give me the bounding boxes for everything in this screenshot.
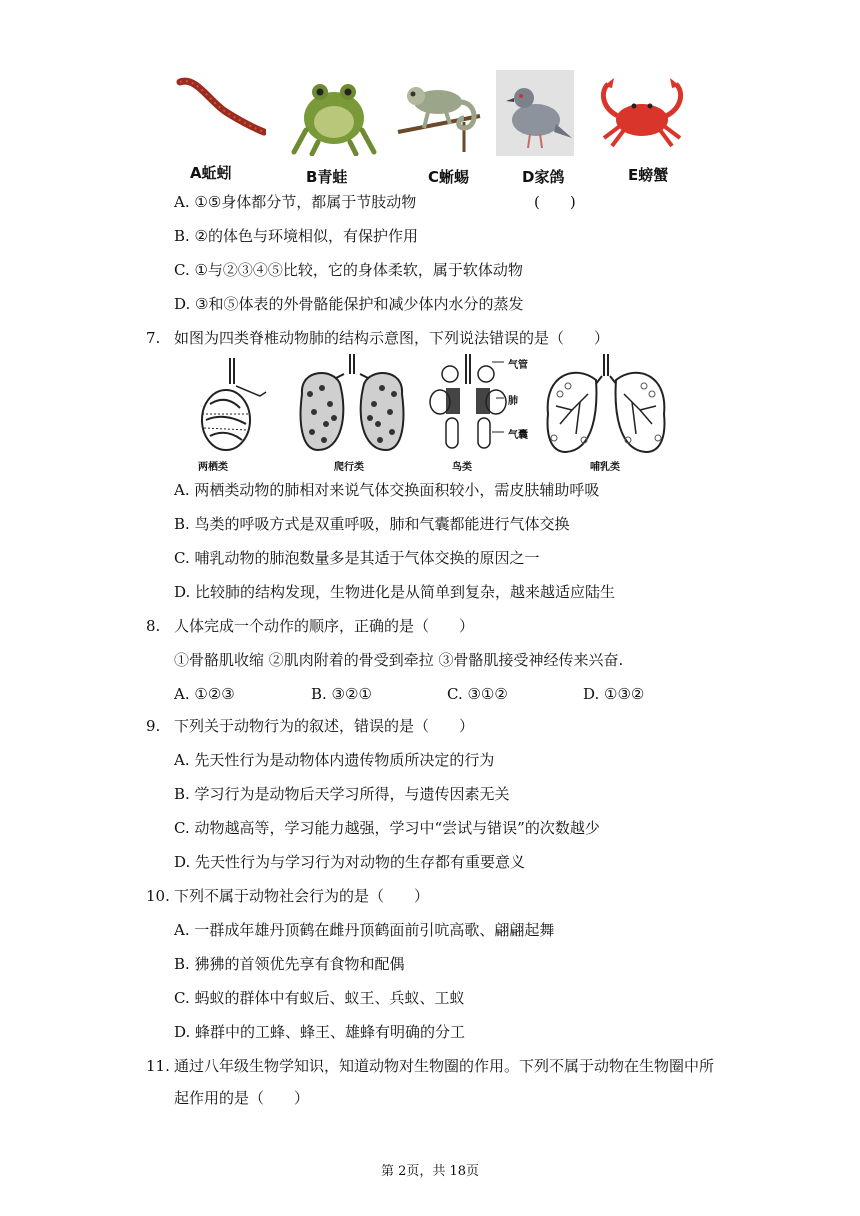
q6-option-b: B. ②的体色与环境相似，有保护作用: [174, 227, 419, 245]
q10-option-b: B. 狒狒的首领优先享有食物和配偶: [174, 955, 405, 973]
question-number: 8.: [146, 617, 161, 635]
label-reptile: 爬行类: [334, 462, 364, 473]
q8-option-b: B. ③②①: [311, 685, 372, 703]
reptile-lung-icon: [294, 354, 410, 456]
q10-option-c: C. 蚂蚁的群体中有蚁后、蚁王、兵蚁、工蚁: [174, 989, 465, 1007]
question-number: 7.: [146, 329, 161, 347]
mammal-lung-icon: [536, 354, 676, 456]
caption-pigeon: D家鸽: [522, 168, 565, 186]
label-amphibian: 两栖类: [198, 462, 228, 473]
caption-earthworm: A蚯蚓: [190, 164, 232, 182]
question-stem-continued: 起作用的是（ ）: [174, 1089, 310, 1107]
q9-option-a: A. 先天性行为是动物体内遗传物质所决定的行为: [174, 751, 495, 769]
question-stem: 通过八年级生物学知识，知道动物对生物圈的作用。下列不属于动物在生物圈中所: [174, 1057, 715, 1075]
question-stem: 下列关于动物行为的叙述，错误的是（ ）: [174, 717, 475, 735]
question-stem: 人体完成一个动作的顺序，正确的是（ ）: [174, 617, 475, 635]
question-stem: 下列不属于动物社会行为的是（ ）: [174, 887, 430, 905]
q7-option-c: C. 哺乳动物的肺泡数量多是其适于气体交换的原因之一: [174, 549, 540, 567]
question-number: 10.: [146, 887, 170, 905]
q10-option-d: D. 蜂群中的工蜂、蜂王、雄蜂有明确的分工: [174, 1023, 466, 1041]
label-mammal: 哺乳类: [590, 462, 620, 473]
q9-option-d: D. 先天性行为与学习行为对动物的生存都有重要意义: [174, 853, 526, 871]
label-bird: 鸟类: [452, 462, 472, 473]
page-footer: 第 2页，共 18页: [380, 1164, 480, 1179]
caption-frog: B青蛙: [306, 168, 348, 186]
q8-option-a: A. ①②③: [174, 685, 235, 703]
q8-option-c: C. ③①②: [447, 685, 508, 703]
question-sub-statement: ①骨骼肌收缩 ②肌肉附着的骨受到牵拉 ③骨骼肌接受神经传来兴奋.: [174, 651, 624, 669]
caption-crab: E螃蟹: [628, 166, 669, 184]
frog-image: [288, 70, 380, 156]
question-number: 11.: [146, 1057, 170, 1075]
label-trachea: 气管: [508, 360, 528, 371]
q7-option-b: B. 鸟类的呼吸方式是双重呼吸，肺和气囊都能进行气体交换: [174, 515, 570, 533]
question-number: 9.: [146, 717, 161, 735]
q9-option-b: B. 学习行为是动物后天学习所得，与遗传因素无关: [174, 785, 510, 803]
amphibian-lung-icon: [190, 354, 270, 456]
q8-option-d: D. ①③②: [583, 685, 645, 703]
q7-option-a: A. 两栖类动物的肺相对来说气体交换面积较小，需皮肤辅助呼吸: [174, 481, 600, 499]
lung-figure: [190, 354, 676, 472]
q10-option-a: A. 一群成年雄丹顶鹤在雌丹顶鹤面前引吭高歌、翩翩起舞: [174, 921, 555, 939]
q7-option-d: D. 比较肺的结构发现，生物进化是从简单到复杂，越来越适应陆生: [174, 583, 616, 601]
answer-blank: ( ): [534, 193, 576, 211]
lizard-image: [394, 72, 484, 156]
pigeon-image: [496, 70, 574, 156]
q6-option-c: C. ①与②③④⑤比较，它的身体柔软，属于软体动物: [174, 261, 523, 279]
label-air-sac: 气囊: [508, 430, 528, 441]
crab-image: [594, 72, 690, 152]
earthworm-image: [176, 72, 266, 142]
animal-figure: [170, 66, 700, 190]
q6-option-d: D. ③和⑤体表的外骨骼能保护和减少体内水分的蒸发: [174, 295, 524, 313]
caption-lizard: C蜥蜴: [428, 168, 470, 186]
q6-option-a: A. ①⑤身体都分节，都属于节肢动物 ( ): [174, 193, 576, 211]
label-lung: 肺: [508, 396, 518, 407]
question-stem: 如图为四类脊椎动物肺的结构示意图，下列说法错误的是（ ）: [174, 329, 610, 347]
q9-option-c: C. 动物越高等，学习能力越强，学习中“尝试与错误”的次数越少: [174, 819, 600, 837]
